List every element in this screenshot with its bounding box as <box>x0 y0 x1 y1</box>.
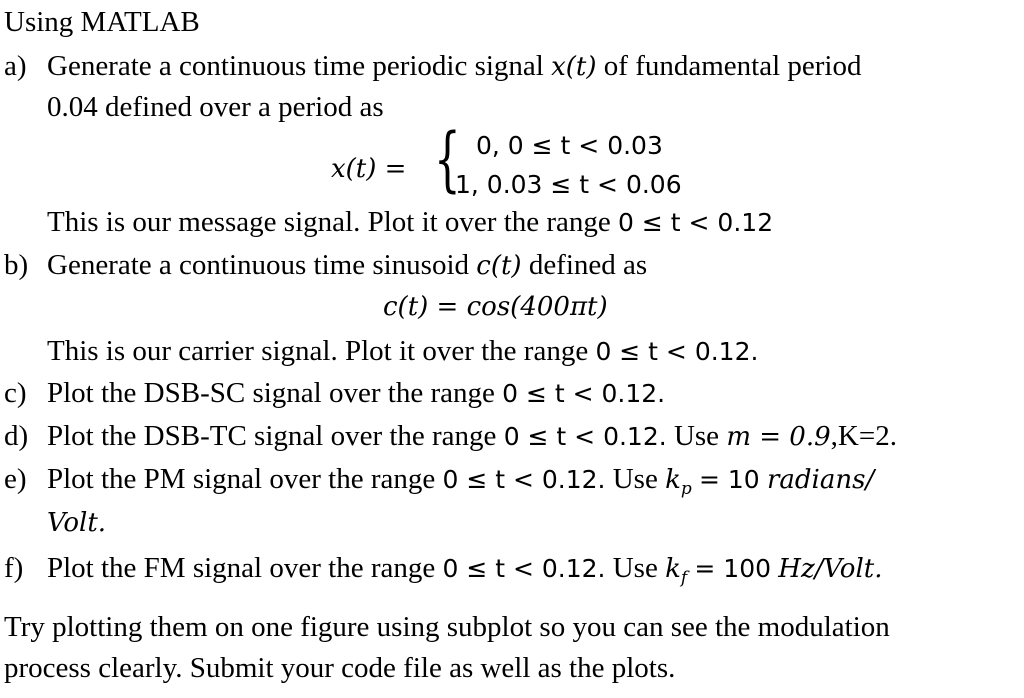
item-a-xt: x(t) <box>551 52 597 82</box>
item-a-label: a) <box>4 50 27 82</box>
item-f-use: Use <box>612 552 658 584</box>
item-e-unit1: radians/ <box>766 465 875 495</box>
item-e-use: Use <box>612 463 658 495</box>
item-d-label: d) <box>4 420 29 452</box>
piecewise-brace: { <box>434 118 461 200</box>
piecewise-case1: 0, 0 ≤ t < 0.03 <box>476 131 663 160</box>
item-d-text: Plot the DSB-TC signal over the range <box>47 420 497 452</box>
item-b-label: b) <box>4 249 29 281</box>
item-b-text: Generate a continuous time sinusoid <box>47 249 470 281</box>
item-f-unit: Hz/Volt. <box>778 554 883 584</box>
item-d-range: 0 ≤ t < 0.12. <box>503 422 667 451</box>
closing-line1: Try plotting them on one figure using subplot so you can see the modulation <box>4 611 890 643</box>
item-f-k-sub: f <box>680 568 688 588</box>
item-b-note-range: 0 ≤ t < 0.12. <box>595 337 759 366</box>
item-f-text: Plot the FM signal over the range <box>47 552 436 584</box>
closing-line2: process clearly. Submit your code file as well as the plots. <box>4 652 676 684</box>
item-f-label: f) <box>4 552 24 584</box>
item-e-k-sub: p <box>680 479 692 499</box>
item-f-range: 0 ≤ t < 0.12. <box>442 554 606 583</box>
item-e-value: = 10 <box>699 465 760 494</box>
item-b-text-end: defined as <box>528 249 648 281</box>
item-e-k: k <box>665 465 681 495</box>
item-e-unit2: Volt. <box>47 508 107 538</box>
item-e-label: e) <box>4 463 27 495</box>
piecewise-case2: 1, 0.03 ≤ t < 0.06 <box>455 170 682 199</box>
item-a-line2: 0.04 defined over a period as <box>47 91 384 123</box>
item-f-value: = 100 <box>694 554 772 583</box>
piecewise-lhs: x(t) = <box>331 154 407 184</box>
item-a-text-end: of fundamental period <box>603 50 862 82</box>
item-b-ct: c(t) <box>476 251 522 281</box>
item-e-text: Plot the PM signal over the range <box>47 463 436 495</box>
item-b-note: This is our carrier signal. Plot it over the range <box>47 335 589 367</box>
item-d-param-end: ,K=2. <box>830 420 897 452</box>
item-c-text: Plot the DSB-SC signal over the range <box>47 377 495 409</box>
item-a-note-range: 0 ≤ t < 0.12 <box>618 208 774 237</box>
carrier-equation: c(t) = cos(400πt) <box>383 292 608 322</box>
item-a-note: This is our message signal. Plot it over the range <box>47 206 611 238</box>
item-c-range: 0 ≤ t < 0.12. <box>502 379 666 408</box>
item-e-range: 0 ≤ t < 0.12. <box>442 465 606 494</box>
heading: Using MATLAB <box>4 6 200 38</box>
item-a-text: Generate a continuous time periodic signal <box>47 50 544 82</box>
item-d-param: m = 0.9 <box>726 422 831 452</box>
item-d-use: Use <box>673 420 720 452</box>
item-f-k: k <box>665 554 681 584</box>
item-c-label: c) <box>4 377 27 409</box>
